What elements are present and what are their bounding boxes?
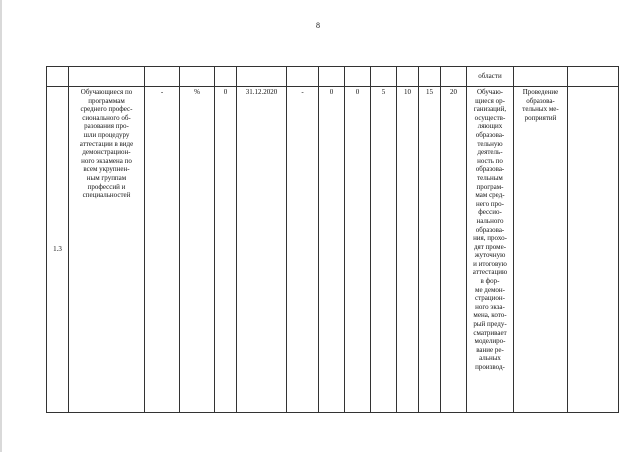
cell xyxy=(215,67,237,87)
cell xyxy=(180,67,215,87)
table-row xyxy=(47,87,619,413)
cell xyxy=(345,67,371,87)
cell xyxy=(145,67,180,87)
scan-edge xyxy=(0,0,2,452)
cell xyxy=(69,67,145,87)
cell xyxy=(419,67,441,87)
page-number: 8 xyxy=(316,21,320,30)
cell xyxy=(568,87,619,413)
cell xyxy=(237,67,287,87)
indicator-type: - xyxy=(145,87,180,413)
value-2022: 5 xyxy=(371,87,397,413)
cell xyxy=(568,67,619,87)
value-2021: 0 xyxy=(345,87,371,413)
region-cell: области xyxy=(467,67,514,87)
unit: % xyxy=(180,87,215,413)
row-number: 1.3 xyxy=(47,87,69,413)
cell xyxy=(371,67,397,87)
cell xyxy=(397,67,419,87)
value-2024: 15 xyxy=(419,87,441,413)
value-2019: - xyxy=(287,87,319,413)
indicator-name: Обучающиеся по программам среднего профес- сионального об- разования про- шли процедуру аттестации в виде демонстрацион- ного экзамена по всем укрупнен- ным группам профессий и специальностей xyxy=(69,87,145,413)
cell xyxy=(441,67,467,87)
base-date: 31.12.2020 xyxy=(237,87,287,413)
value-2023: 10 xyxy=(397,87,419,413)
cell xyxy=(287,67,319,87)
value-2020: 0 xyxy=(319,87,345,413)
cell xyxy=(514,67,568,87)
continuation-row xyxy=(47,67,619,87)
cell xyxy=(319,67,345,87)
responsible-description: Обучаю- щиеся ор- ганизаций, осуществ- ляющих образова- тельную деятель- ность по образова- тельным програм- мам сред- него про- фессио- нального образова- ния, прохо- дят проме- жуточную и итоговую аттестацию в фор- ме демон- страцион- ного экза- мена, кото- рый преду- сматривает моделиро- вание ре- альных производ- xyxy=(467,87,514,413)
event-description: Проведение образова- тельных ме- роприятий xyxy=(514,87,568,413)
value-2025: 20 xyxy=(441,87,467,413)
cell xyxy=(47,67,69,87)
base-value: 0 xyxy=(215,87,237,413)
indicators-table xyxy=(46,66,619,413)
